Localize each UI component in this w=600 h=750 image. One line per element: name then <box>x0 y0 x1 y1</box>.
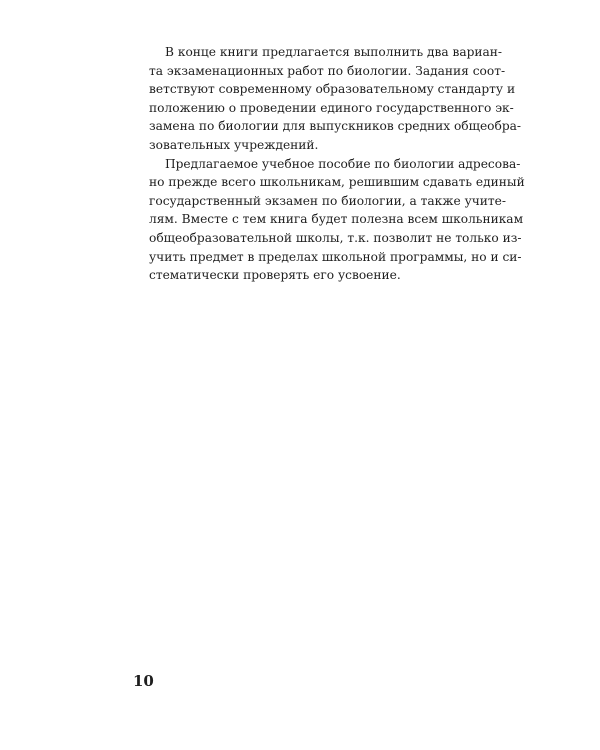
paragraph-1 <box>133 43 522 155</box>
text-line: замена по биологии для выпускников средних общеобра- <box>149 119 522 134</box>
text-line: учить предмет в пределах школьной программы, но и си- <box>149 249 522 264</box>
text-line: государственный экзамен по биологии, а также учите- <box>149 193 507 208</box>
paragraph-2 <box>133 155 525 285</box>
text-line: зовательных учреждений. <box>149 137 319 152</box>
page-number: 10 <box>133 672 154 690</box>
text-line: положению о проведении единого государственного эк- <box>149 100 514 115</box>
text-line: лям. Вместе с тем книга будет полезна всем школьникам <box>149 212 524 227</box>
text-line: общеобразовательной школы, т.к. позволит не только из- <box>149 230 522 245</box>
text-line: но прежде всего школьникам, решившим сдавать единый <box>149 175 525 190</box>
body-text <box>133 43 525 285</box>
text-line: Предлагаемое учебное пособие по биологии адресова- <box>165 156 521 171</box>
text-line: ветствуют современному образовательному стандарту и <box>149 82 516 97</box>
text-line: стематически проверять его усвоение. <box>149 268 401 283</box>
text-line: та экзаменационных работ по биологии. Задания соот- <box>149 63 506 78</box>
text-line: В конце книги предлагается выполнить два вариан- <box>165 45 503 59</box>
